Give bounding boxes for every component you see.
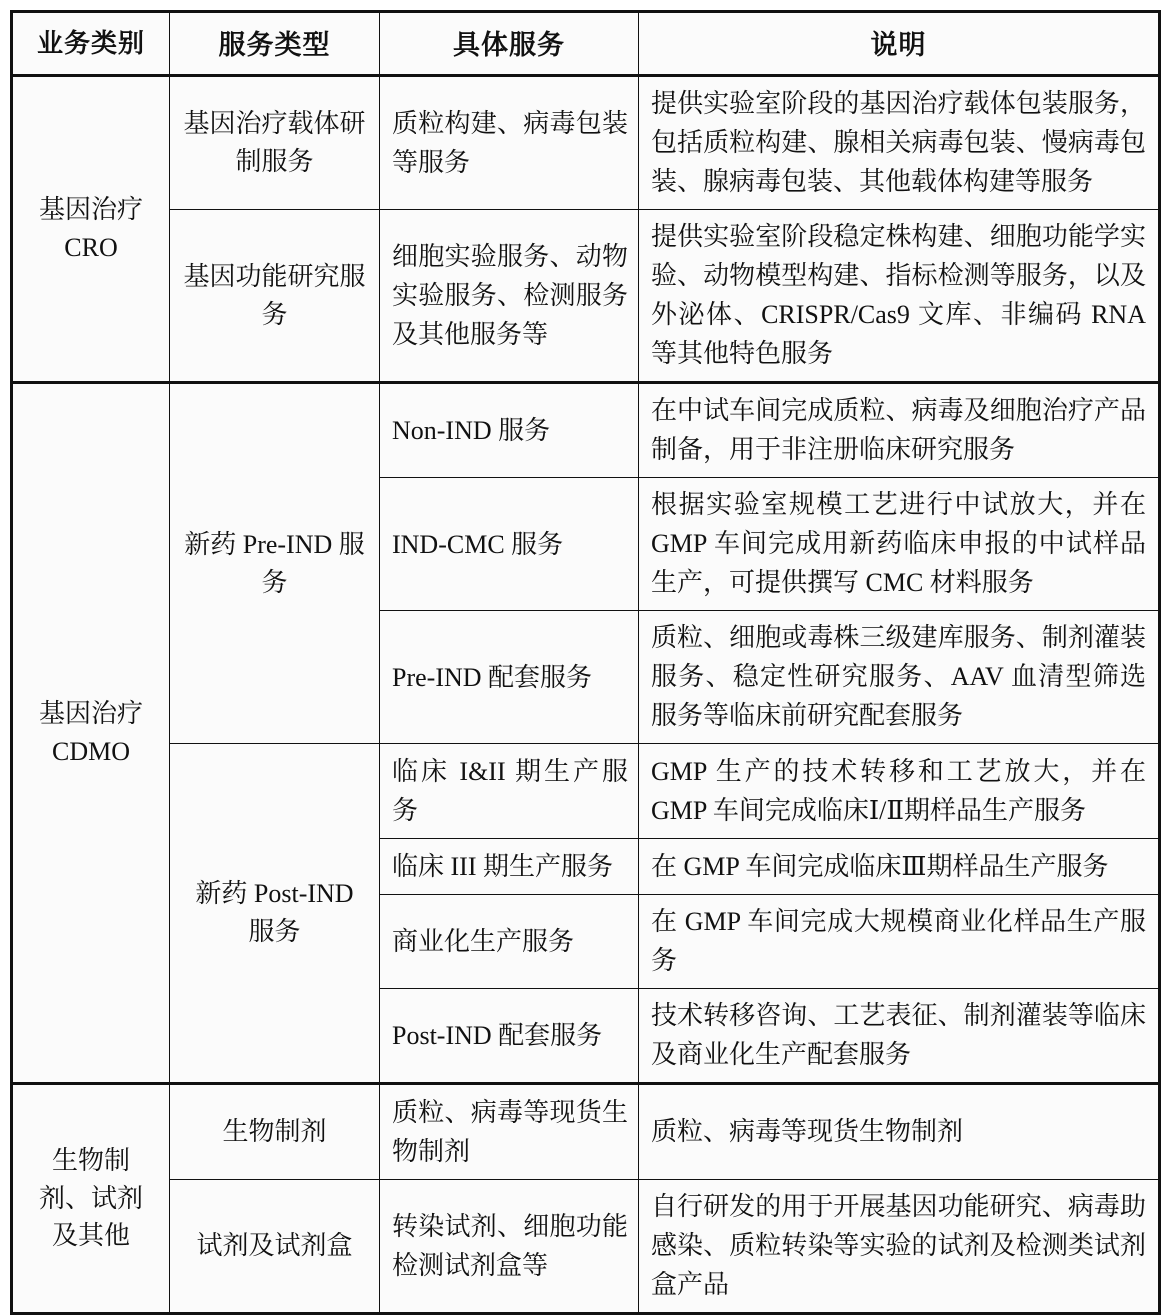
- cell-description-transfection-reagents: 自行研发的用于开展基因功能研究、病毒助感染、质粒转染等实验的试剂及检测类试剂盒产品: [639, 1180, 1160, 1314]
- category-label-line1: 基因治疗: [38, 699, 143, 729]
- cell-specific-service-pre-ind-supporting: Pre-IND 配套服务: [380, 611, 639, 744]
- cell-specific-service-clinical-phase-3: 临床 III 期生产服务: [380, 839, 639, 895]
- table-row: [12, 1180, 1160, 1314]
- cell-specific-service-ind-cmc: IND-CMC 服务: [380, 478, 639, 611]
- cell-service-type-reagents-kits: 试剂及试剂盒: [170, 1180, 380, 1314]
- cell-specific-service-plasmid-virus-packaging: 质粒构建、病毒包装等服务: [380, 76, 639, 210]
- column-header-business-category: 业务类别: [12, 12, 170, 76]
- category-label-line2: CDMO: [51, 737, 130, 766]
- cell-business-category-cdmo: [12, 383, 170, 1084]
- cell-description-post-ind-supporting: 技术转移咨询、工艺表征、制剂灌装等临床及商业化生产配套服务: [639, 989, 1160, 1084]
- cell-specific-service-non-ind: Non-IND 服务: [380, 383, 639, 478]
- cell-specific-service-cell-animal-detection: 细胞实验服务、动物实验服务、检测服务及其他服务等: [380, 210, 639, 383]
- cell-description-non-ind: 在中试车间完成质粒、病毒及细胞治疗产品制备，用于非注册临床研究服务: [639, 383, 1160, 478]
- cell-specific-service-commercial-production: 商业化生产服务: [380, 895, 639, 989]
- category-label-line1: 基因治疗: [38, 195, 143, 225]
- cell-specific-service-clinical-phase-1-2: 临床 I&II 期生产服务: [380, 744, 639, 839]
- table-header-row: [12, 12, 1160, 76]
- cell-specific-service-transfection-reagents: 转染试剂、细胞功能检测试剂盒等: [380, 1180, 639, 1314]
- cell-description-plasmid-virus-stock: 质粒、病毒等现货生物制剂: [639, 1084, 1160, 1180]
- table-row: [12, 210, 1160, 383]
- table-row: [12, 1084, 1160, 1180]
- table-row: [12, 76, 1160, 210]
- cell-business-category-biologics-reagents: [12, 1084, 170, 1314]
- table-body: [12, 76, 1160, 1314]
- cell-service-type-biologics: 生物制剂: [170, 1084, 380, 1180]
- cell-description-pre-ind-supporting: 质粒、细胞或毒株三级建库服务、制剂灌装服务、稳定性研究服务、AAV 血清型筛选服务等临床前研究配套服务: [639, 611, 1160, 744]
- category-label-line3: 及其他: [51, 1221, 130, 1251]
- cell-description-gene-function-research: 提供实验室阶段稳定株构建、细胞功能学实验、动物模型构建、指标检测等服务，以及外泌体、CRISPR/Cas9 文库、非编码 RNA 等其他特色服务: [639, 210, 1160, 383]
- cell-description-clinical-phase-1-2: GMP 生产的技术转移和工艺放大，并在 GMP 车间完成临床Ⅰ/Ⅱ期样品生产服务: [639, 744, 1160, 839]
- table-row: [12, 744, 1160, 839]
- cell-service-type-pre-ind: 新药 Pre-IND 服务: [170, 383, 380, 744]
- column-header-description: 说明: [639, 12, 1160, 76]
- service-classification-table: [10, 10, 1161, 1315]
- cell-description-commercial-production: 在 GMP 车间完成大规模商业化样品生产服务: [639, 895, 1160, 989]
- cell-business-category-cro: [12, 76, 170, 383]
- cell-service-type-vector-development: 基因治疗载体研制服务: [170, 76, 380, 210]
- table-header: [12, 12, 1160, 76]
- table-row: [12, 383, 1160, 478]
- column-header-service-type: 服务类型: [170, 12, 380, 76]
- cell-description-ind-cmc: 根据实验室规模工艺进行中试放大，并在 GMP 车间完成用新药临床申报的中试样品生产，可提供撰写 CMC 材料服务: [639, 478, 1160, 611]
- cell-service-type-gene-function-research: 基因功能研究服务: [170, 210, 380, 383]
- cell-description-clinical-phase-3: 在 GMP 车间完成临床Ⅲ期样品生产服务: [639, 839, 1160, 895]
- column-header-specific-service: 具体服务: [380, 12, 639, 76]
- cell-specific-service-post-ind-supporting: Post-IND 配套服务: [380, 989, 639, 1084]
- cell-service-type-post-ind: 新药 Post-IND 服务: [170, 744, 380, 1084]
- category-label-line1: 生物制: [51, 1145, 130, 1175]
- category-label-line2: CRO: [64, 233, 118, 262]
- category-label-line2: 剂、试剂: [38, 1183, 143, 1213]
- cell-specific-service-plasmid-virus-stock: 质粒、病毒等现货生物制剂: [380, 1084, 639, 1180]
- cell-description-vector-packaging: 提供实验室阶段的基因治疗载体包装服务，包括质粒构建、腺相关病毒包装、慢病毒包装、腺病毒包装、其他载体构建等服务: [639, 76, 1160, 210]
